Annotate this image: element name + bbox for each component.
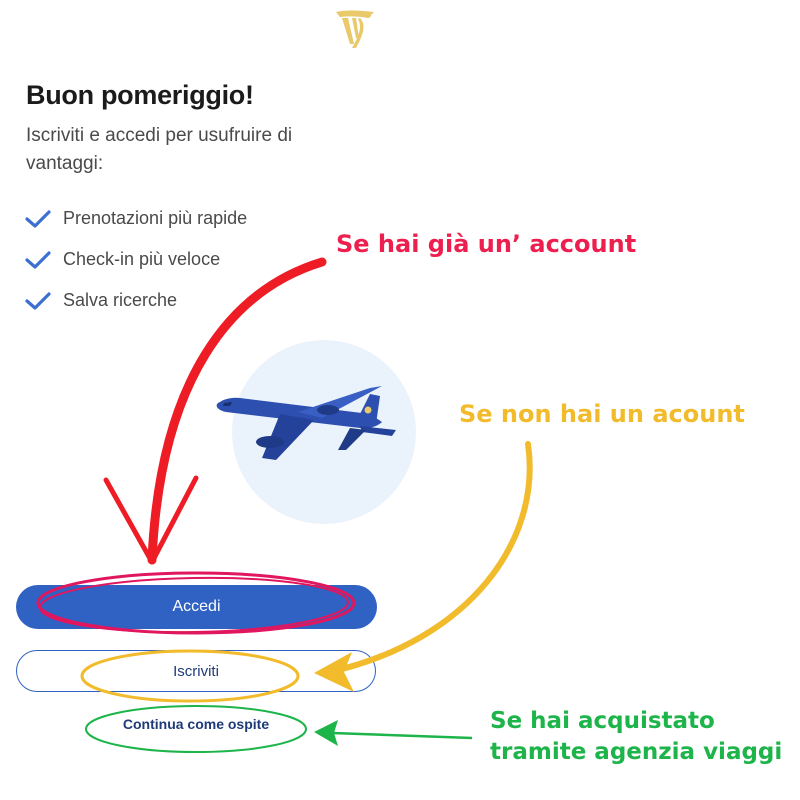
yellow-arrowhead (314, 652, 354, 692)
annotation-agency (490, 706, 782, 768)
annotation-existing-account: Se hai già un’ account (336, 230, 637, 258)
benefit-label: Prenotazioni più rapide (63, 208, 248, 228)
annotation-no-account: Se non hai un acount (459, 400, 745, 428)
benefit-label: Salva ricerche (63, 290, 178, 310)
page-title: Buon pomeriggio! (26, 80, 254, 110)
login-button[interactable]: Accedi (16, 585, 377, 629)
yellow-arrow (330, 444, 530, 672)
subtitle: Iscriviti e accedi per usufruire di vantaggi: (26, 125, 293, 174)
yellow-circle (82, 651, 298, 701)
green-arrow (332, 733, 472, 738)
green-circle (86, 706, 306, 752)
red-circle (38, 573, 354, 633)
annotation-agency-line1: Se hai acquistato (490, 708, 715, 734)
benefit-label: Check-in più veloce (63, 249, 221, 269)
annotation-agency-line2: tramite agenzia viaggi (490, 739, 783, 765)
signup-button[interactable]: Iscriviti (16, 650, 376, 692)
continue-as-guest-link[interactable]: Continua come ospite (122, 716, 270, 732)
